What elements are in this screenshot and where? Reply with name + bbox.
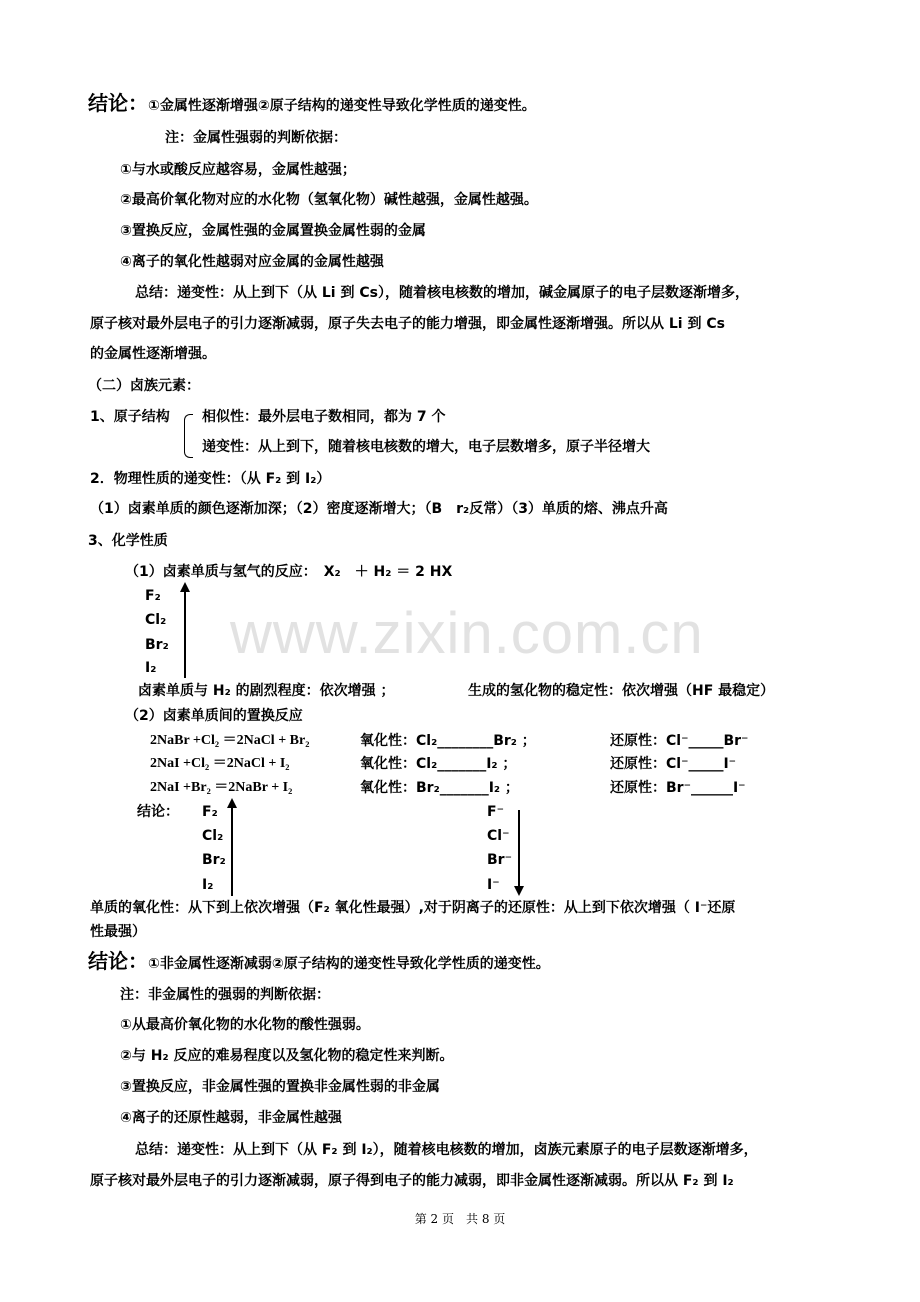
chem-heading: 3、化学性质 — [88, 533, 168, 549]
physical-heading: 2．物理性质的递变性：（从 F₂ 到 I₂） — [90, 471, 331, 487]
gradient: 递变性：从上到下，随着核电核数的增大，电子层数增多，原子半径增大 — [202, 439, 650, 455]
ion: F⁻ — [487, 804, 504, 820]
reaction-equation: 2NaBr +Cl₂ ＝2NaCl + Br₂ — [150, 733, 310, 748]
ion: I⁻ — [487, 877, 500, 893]
metal-criterion: ②最高价氧化物对应的水化物（氢氧化物）碱性越强，金属性越强。 — [120, 192, 538, 208]
reaction-equation: 2NaI +Cl₂ ＝2NaCl + I₂ — [150, 756, 290, 771]
nonmetal-criterion: ①从最高价氧化物的水化物的酸性强弱。 — [120, 1017, 370, 1033]
conclusion-label: 结论： — [88, 949, 148, 973]
element: F₂ — [202, 804, 218, 820]
reaction-equation: 2NaI +Br₂ ＝2NaBr + I₂ — [150, 780, 293, 795]
structure-label: 1、原子结构 — [90, 409, 170, 425]
nonmetal-summary: 总结：递变性：从上到下（从 F₂ 到 I₂），随着核电核数的增加，卤族元素原子的电子层数逐渐增多， — [135, 1142, 758, 1158]
metal-summary: 原子核对最外层电子的引力逐渐减弱，原子失去电子的能力增强，即金属性逐渐增强。所以从 Li 到 Cs — [90, 316, 725, 332]
element: Cl₂ — [145, 612, 167, 628]
nonmetal-summary: 原子核对最外层电子的引力逐渐减弱，原子得到电子的能力减弱，即非金属性逐渐减弱。所以从 F₂ 到 I₂ — [90, 1173, 734, 1189]
displacement-heading: （2）卤素单质间的置换反应 — [125, 708, 303, 724]
oxidation-blank: 氧化性：Br₂_______I₂ ； — [360, 780, 519, 796]
element: Br₂ — [145, 637, 169, 653]
brace — [184, 414, 193, 458]
arrow-up-icon — [231, 806, 233, 896]
element: F₂ — [145, 588, 161, 604]
ion: Br⁻ — [487, 852, 512, 868]
oxidation-summary: 单质的氧化性：从下到上依次增强（F₂ 氧化性最强）,对于阴离子的还原性：从上到下依次增强（ I⁻还原 — [90, 900, 736, 916]
element: Br₂ — [202, 852, 226, 868]
reduction-blank: 还原性：Cl⁻_____I⁻ — [610, 756, 737, 772]
oxidation-blank: 氧化性：Cl₂_______I₂ ； — [360, 756, 517, 772]
watermark: www.zixin.com.cn — [230, 601, 704, 666]
arrow-up-icon — [184, 590, 186, 678]
conclusion-small: 结论： — [137, 804, 179, 820]
metal-criterion: ④离子的氧化性越弱对应金属的金属性越强 — [120, 254, 384, 270]
element: Cl₂ — [202, 828, 224, 844]
metal-conclusion — [88, 91, 536, 115]
metal-criterion: ③置换反应，金属性强的金属置换金属性弱的金属 — [120, 223, 426, 239]
oxidation-blank: 氧化性：Cl₂________Br₂ ； — [360, 733, 536, 749]
ion: Cl⁻ — [487, 828, 510, 844]
nonmetal-criterion: ③置换反应，非金属性强的置换非金属性弱的非金属 — [120, 1079, 440, 1095]
oxidation-summary: 性最强） — [90, 924, 146, 940]
reduction-blank: 还原性：Br⁻______I⁻ — [610, 780, 746, 796]
similarity: 相似性：最外层电子数相同，都为 7 个 — [202, 409, 446, 425]
nonmetal-conclusion — [88, 949, 550, 973]
nonmetal-note: 注：非金属性的强弱的判断依据： — [120, 987, 330, 1003]
metal-summary: 总结：递变性：从上到下（从 Li 到 Cs），随着核电核数的增加，碱金属原子的电子层数逐渐增多， — [135, 285, 749, 301]
page-footer: 第 2 页 共 8 页 — [414, 1212, 506, 1226]
nonmetal-criterion: ②与 H₂ 反应的难易程度以及氢化物的稳定性来判断。 — [120, 1048, 454, 1064]
metal-summary: 的金属性逐渐增强。 — [90, 346, 216, 362]
nonmetal-criterion: ④离子的还原性越弱，非金属性越强 — [120, 1110, 342, 1126]
h2-reaction: （1）卤素单质与氢气的反应： X₂ ＋ H₂ ＝ 2 HX — [125, 564, 453, 580]
metal-criterion: ①与水或酸反应越容易，金属性越强； — [120, 162, 356, 178]
physical-text: （1）卤素单质的颜色逐渐加深；（2）密度逐渐增大；（B r₂反常）（3）单质的熔、沸点升高 — [90, 501, 668, 517]
metal-note: 注：金属性强弱的判断依据： — [165, 130, 347, 146]
element: I₂ — [145, 660, 157, 676]
reduction-blank: 还原性：Cl⁻_____Br⁻ — [610, 733, 749, 749]
h2-result: 生成的氢化物的稳定性：依次增强（HF 最稳定） — [468, 683, 775, 699]
arrow-down-icon — [518, 810, 520, 888]
element: I₂ — [202, 877, 214, 893]
conclusion-label: 结论： — [88, 91, 148, 115]
h2-result: 卤素单质与 H₂ 的剧烈程度：依次增强 ； — [138, 683, 395, 699]
halogen-heading: （二）卤族元素： — [88, 378, 200, 394]
conclusion-text: ①非金属性逐渐减弱②原子结构的递变性导致化学性质的递变性。 — [148, 956, 550, 972]
conclusion-text: ①金属性逐渐增强②原子结构的递变性导致化学性质的递变性。 — [148, 98, 536, 114]
